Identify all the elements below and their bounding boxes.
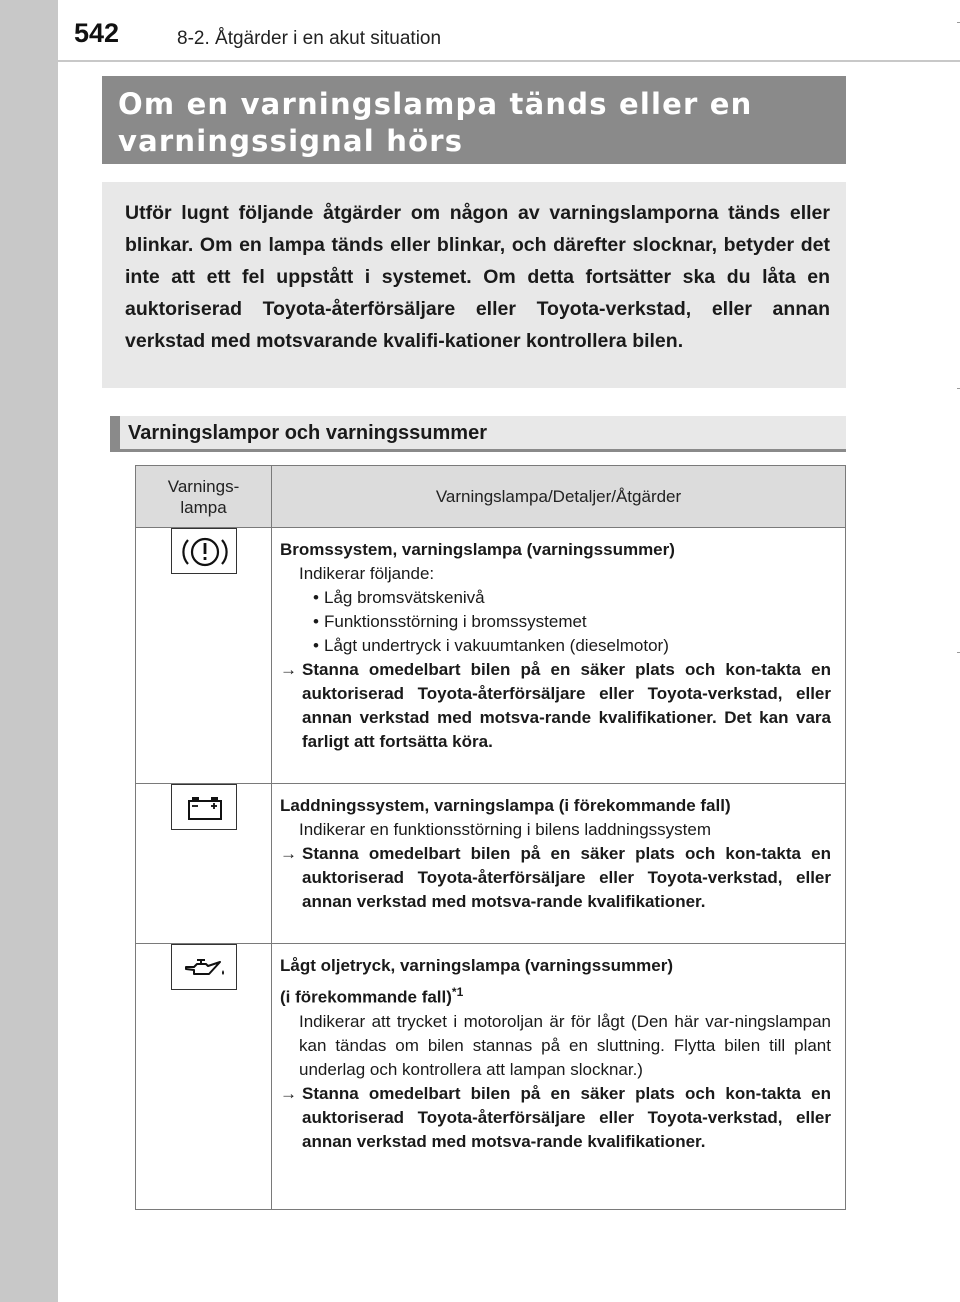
list-item: • Lågt undertryck i vakuumtanken (dieselmotor): [280, 634, 831, 658]
lamp-action: → Stanna omedelbart bilen på en säker plats och kon-takta en auktoriserad Toyota-återförsäljare eller Toyota-verkstad, eller annan verkstad med motsva-rande kvalifikationer. Det kan vara farligt att fortsätta köra.: [280, 660, 831, 751]
section-heading: 8-2. Åtgärder i en akut situation: [177, 28, 442, 49]
table-row: [136, 784, 846, 944]
subheading: Varningslampor och varningssummer: [110, 416, 846, 452]
list-item: • Funktionsstörning i bromssystemet: [280, 610, 831, 634]
lamp-cell: [136, 528, 272, 784]
lamp-cell: [136, 944, 272, 1210]
lamp-title: Bromssystem, varningslampa (varningssummer): [280, 540, 675, 559]
column-header-lamp-line-1: Varnings-: [167, 476, 240, 496]
list-item: • Låg bromsvätskenivå: [280, 586, 831, 610]
table-row: [136, 528, 846, 784]
page-title: [102, 76, 846, 164]
page-number: 542: [74, 18, 120, 48]
table-row: [136, 944, 846, 1210]
intro-box: [102, 182, 846, 388]
brake-warning-icon: [171, 528, 237, 574]
lamp-detail: Indikerar en funktionsstörning i bilens laddningssystem: [299, 820, 712, 839]
lamp-action: → Stanna omedelbart bilen på en säker plats och kon-takta en auktoriserad Toyota-återförsäljare eller Toyota-verkstad, eller annan verkstad med motsva-rande kvalifikationer.: [280, 844, 831, 911]
lamp-title: [280, 954, 831, 1010]
arrow-icon: →: [280, 660, 297, 679]
details-cell: [272, 784, 846, 944]
page-title-line-1: Om en varningslampa tänds eller en: [118, 87, 753, 121]
column-header-details: Varningslampa/Detaljer/Åtgärder: [272, 466, 846, 528]
footnote-marker: *1: [451, 985, 464, 999]
lamp-title: Laddningssystem, varningslampa (i förekommande fall): [280, 796, 731, 815]
lamp-detail: Indikerar följande:: [299, 564, 435, 583]
warning-lamp-table: [135, 465, 846, 1210]
battery-charging-icon: [171, 784, 237, 830]
lamp-detail: Indikerar att trycket i motoroljan är för lågt (Den här var-ningslampan kan tändas om bilen stannas på en sluttning. Flytta bilen till plant underlag och kontrollera att lampan slocknar.): [299, 1011, 831, 1079]
details-cell: [272, 528, 846, 784]
oil-pressure-icon: [171, 944, 237, 990]
arrow-icon: →: [280, 844, 297, 863]
details-cell: [272, 944, 846, 1210]
column-header-lamp: [136, 466, 272, 528]
page-margin-strip: [0, 0, 58, 1302]
header-rule: [58, 60, 960, 62]
column-header-lamp-line-2: lampa: [180, 497, 227, 517]
lamp-action: → Stanna omedelbart bilen på en säker plats och kon-takta en auktoriserad Toyota-återförsäljare eller Toyota-verkstad, eller annan verkstad med motsva-rande kvalifikationer.: [280, 1083, 831, 1151]
lamp-cell: [136, 784, 272, 944]
table-header-row: [136, 466, 846, 528]
page-title-line-2: varningssignal hörs: [118, 124, 464, 158]
intro-text: Utför lugnt följande åtgärder om någon av varningslamporna tänds eller blinkar. Om en lampa tänds eller blinkar, och därefter slocknar, betyder det inte att ett fel uppstått i systemet. Om detta fortsätter ska du låta en auktoriserad Toyota-återförsäljare eller Toyota-verkstad, eller annan verkstad med motsvarande kvalifi-kationer kontrollera bilen.: [125, 202, 830, 352]
arrow-icon: →: [280, 1083, 297, 1103]
lamp-title-line-2: (i förekommande fall)$^{*1}$: [280, 985, 464, 1007]
lamp-title-line-1: Lågt oljetryck, varningslampa (varningssummer): [280, 956, 674, 975]
